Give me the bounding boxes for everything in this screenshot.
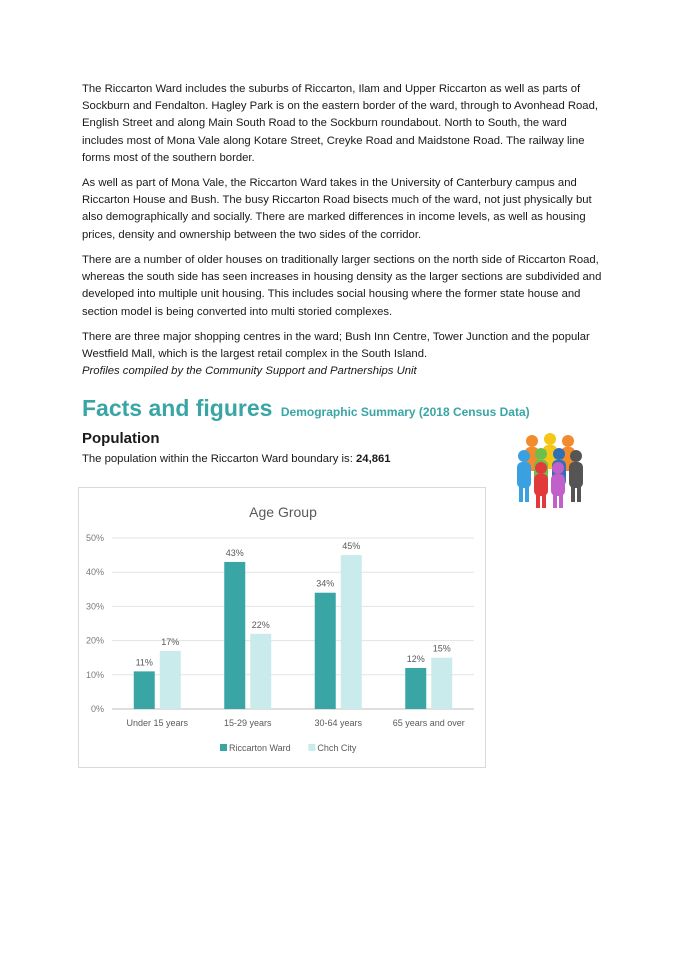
data-label: 45% [342, 541, 361, 552]
intro-paragraph-3 [82, 252, 602, 321]
bar-riccarton-ward [224, 562, 245, 709]
paragraph-text: As well as part of Mona Vale, the Riccarton Ward takes in the University of Canterbury campus and Riccarton House and Bush. The busy Riccarton Road bisects much of the ward, not just physically but also demographically and socially. There are marked differences in income levels, as well as housing prices, density and ownership between the two sides of the corridor. [82, 177, 592, 241]
population-title: Population [82, 430, 160, 447]
legend-swatch [308, 744, 315, 751]
data-label: 43% [225, 547, 244, 558]
population-statement [82, 451, 391, 468]
x-tick-label: 15-29 years [223, 718, 272, 728]
legend-label: Riccarton Ward [229, 743, 291, 753]
paragraph-text: There are three major shopping centres in the ward; Bush Inn Centre, Tower Junction and the popular Westfield Mall, which is the largest retail complex in the South Island. [82, 331, 590, 361]
paragraph-text: There are a number of older houses on traditionally larger sections on the north side of Riccarton Road, whereas the south side has seen increases in housing density as the larger sections are subdivided and developed into multiple unit housing. This includes social housing where the former state house and section model is being converted into multi storied complexes. [82, 254, 602, 318]
heading-sub: Demographic Summary (2018 Census Data) [280, 405, 530, 419]
bar-riccarton-ward [134, 671, 155, 709]
bar-chch-city [341, 555, 362, 709]
data-label: 15% [432, 643, 451, 654]
profile-credit: Profiles compiled by the Community Support and Partnerships Unit [82, 365, 417, 377]
legend-label: Chch City [317, 743, 357, 753]
bar-chch-city [250, 634, 271, 709]
bar-riccarton-ward [315, 593, 336, 709]
chart-title: Age Group [249, 504, 317, 520]
heading-main: Facts and figures [82, 395, 273, 421]
age-group-chart [78, 487, 486, 768]
x-tick-label: 65 years and over [392, 718, 465, 728]
data-label: 22% [251, 619, 270, 630]
group-of-people-icon [512, 432, 588, 510]
bar-riccarton-ward [405, 668, 426, 709]
paragraph-text: The Riccarton Ward includes the suburbs of Riccarton, Ilam and Upper Riccarton as well as parts of Sockburn and Fendalton. Hagley Park is on the eastern border of the ward, through to Avonhead Road, English Street and along Main South Road to the Sockburn roundabout. North to South, the ward includes most of Mona Vale along Kotare Street, Creyke Road and Maidstone Road. The railway line forms most of the southern border. [82, 83, 599, 164]
y-tick-label: 50% [85, 533, 104, 543]
data-label: 17% [161, 636, 180, 647]
data-label: 11% [135, 657, 153, 668]
y-tick-label: 30% [85, 601, 104, 612]
intro-paragraph-2 [82, 175, 602, 244]
y-tick-label: 40% [85, 567, 104, 578]
intro-paragraph-4 [82, 329, 602, 363]
intro-paragraph-1 [82, 81, 602, 167]
population-text: The population within the Riccarton Ward boundary is: [82, 453, 356, 465]
bar-chch-city [431, 658, 452, 709]
x-tick-label: 30-64 years [314, 718, 363, 728]
y-tick-label: 0% [90, 704, 104, 714]
y-tick-label: 20% [85, 635, 104, 646]
x-tick-label: Under 15 years [126, 718, 189, 728]
data-label: 34% [316, 578, 335, 589]
data-label: 12% [406, 653, 425, 664]
y-tick-label: 10% [85, 669, 104, 680]
population-value: 24,861 [356, 453, 391, 465]
bar-chch-city [160, 651, 181, 709]
section-heading [82, 395, 530, 422]
legend-swatch [220, 744, 227, 751]
